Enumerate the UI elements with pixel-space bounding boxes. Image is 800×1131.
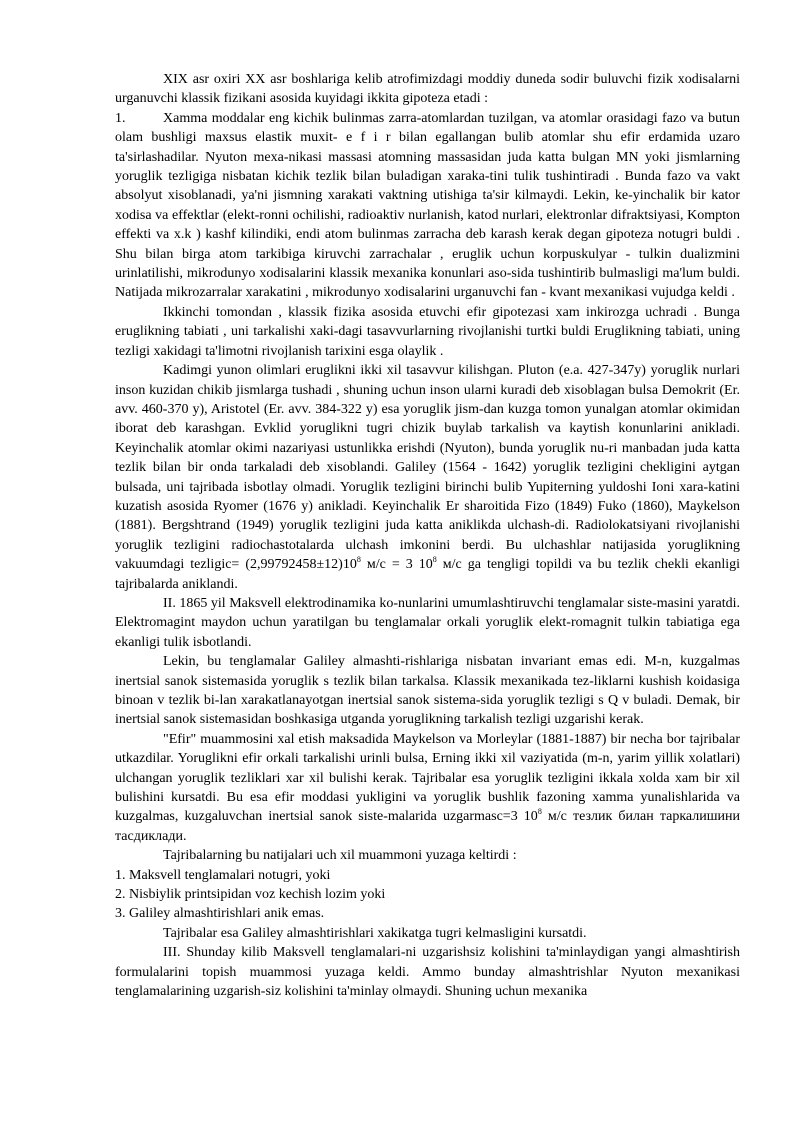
list-item: 3. Galiley almashtirishlari anik emas. (115, 906, 325, 922)
paragraph-problems: Tajribalarning bu natijalari uch xil muammoni yuzaga keltirdi : (163, 848, 517, 864)
paragraph-hypothesis-1 (115, 109, 740, 303)
paragraph-conclusion: Tajribalar esa Galiley almashtirishlari xakikatga tugri kelmasligini kursatdi. (163, 925, 587, 941)
superscript: 8 (432, 555, 437, 565)
paragraph-text: Kadimgi yunon olimlari eruglikni ikki xil tasavvur kilishgan. Pluton (e.a. 427-347y) yoruglik nurlari inson kuzidan chikib jismlarga tushadi , shuning uchun inson ularni kuradi deb xisoblagan bulsa Demokrit (Er. avv. 460-370 y), Aristotel (Er. avv. 384-322 y) esa yoruglik jism-dan kuzga tomon yunalgan atomlar okimidan iborat deb karashgan. Evklid yoruglikni tugri chizik buylab tarkalish va kaytish konunlarini anikladi. Keyinchalik atomlar okimi nazariyasi ustunlikka erishdi (Nyuton), bunda yoruglik nu-ri manbadan juda katta tezlik bilan bir onda tarkaladi deb xisoblandi. Galiley (1564 - 1642) yoruglik tezligini chekligini aytgan bulsada, uni tajribada isbotlay olmadi. Yoruglik tezligini birinchi bulib Yupiterning yuldoshi Ioni xara-katini kuzatish asosida Ryomer (1676 y) anikladi. Keyinchalik Er sharoitida Fizo (1849) Fuko (1860), Maykelson (1881). Bergshtrand (1949) yoruglik tezligini juda katta aniklikda ulchash-di. Radiolokatsiyani rivojlanishi yoruglik tezligini radiochastotalarda ulchash imkonini berdi. Bu ulchashlar natijasida yoruglikning vakuumdagi tezligic= (2,99792458±12)10 (115, 363, 740, 573)
list-item: 1. Maksvell tenglamalari notugri, yoki (115, 867, 331, 883)
superscript: 8 (356, 555, 361, 565)
paragraph-text: Xamma moddalar eng kichik bulinmas zarra-atomlardan tuzilgan, va atomlar orasidagi fazo va butun olam bushligi maxsus elastik muxit- e f i r bilan egallangan bulib atomlar shu efir erdamida uzaro ta'sirlashadilar. Nyuton mexa-nikasi massasi atomning massasidan juda katta bulgan MN yoki jismlarning yoruglik tezligiga nisbatan kichik tezlik bilan buladigan xaraka-tini tulik tushintiradi . Bunda fazo va vakt absolyut xisoblanadi, ya'ni jismning xarakati vaktning utishiga ta'sir kilmaydi. Lekin, ke-yinchalik bir kator xodisa va effektlar (elekt-ronni ochilishi, radioaktiv nurlanish, katod nurlari, elektronlar difraktsiyasi, Kompton effekti va x.k ) kashf kilindiki, endi atom bulinmas zarracha deb karash kerak degan gipoteza notugri buldi . Shu bilan birga atom tarkibiga kiruvchi zarrachalar , eruglik uchun korpuskulyar - tulkin dualizmini urinlatilishi, mikrodunyo xodisalarini klassik mexanika konunlari aso-sida tushintirib bulmasligi ma'lum buldi. Natijada mikrozarralar xarakatini , mikrodunyo xodisalarini urganuvchi fan - kvant mexanikasi vujudga keldi . (115, 110, 740, 301)
paragraph-text: "Efir" muammosini xal etish maksadida Maykelson va Morleylar (1881-1887) bir necha bor tajribalar utkazdilar. Yoruglikni efir orkali tarkalishi urinli bulsa, Erning ikki xil vaziyatida (m-n, yarim yillik xolatlari) ulchangan yoruglik tezliklari xar xil bulishi kerak. Tajribalar esa yoruglik tezligini ikkala xolda xam bir xil bulishini kursatdi. Bu esa efir moddasi yukligini va yoruglik bushlik fazoning xamma yunalishlarida va kuzgalmas, kuzgaluvchan inertsial sanok siste-malarida uzgarmasc=3 10 (115, 731, 740, 825)
paragraph-maxwell: II. 1865 yil Maksvell elektrodinamika ko-nunlarini umumlashtiruvchi tenglamalar siste-masini yaratdi. Elektromagint maydon uchun yaratilgan bu tenglamalar orkali yoruglik elekt-romagnit tulkin tabiatiga ega ekanligi tulik isbotlandi. (115, 595, 740, 650)
list-number: 1. (115, 110, 126, 126)
paragraph-text: м/с ga tengligi topildi va bu tezlik chekli ekanligi tajribalarda anikl (115, 557, 741, 592)
paragraph-ether-experiment (115, 730, 740, 846)
paragraph-history-light (115, 361, 740, 594)
paragraph-text: andi. (210, 576, 238, 592)
paragraph-galilean: Lekin, bu tenglamalar Galiley almashti-rishlariga nisbatan invariant emas edi. M-n, kuzgalmas inertsial sanok sistemasida yoruglik s tezlik bilan tarkalsa. Klassik mexanikada tez-liklarni kushish koidasiga binoan v tezlik bi-lan xarakatlanayotgan inertsial sanok sistema-sida yoruglik tezligi s Q v buladi. Demak, bir inertsial sanok sistemasidan boshkasiga utganda yoruglikning tarkalish tezligi uzgarishi kerak. (115, 654, 740, 728)
superscript: 8 (537, 807, 542, 817)
list-item: 2. Nisbiylik printsipidan voz kechish lozim yoki (115, 887, 386, 903)
paragraph-text: м/с тезлик билан таркалишини тасдиклади. (115, 809, 740, 844)
paragraph-part-three: III. Shunday kilib Maksvell tenglamalari-ni uzgarishsiz kolishini ta'minlaydigan yangi almashtirish formulalarini topish muammosi yuzaga keldi. Ammo bunday almashtrishlar Nyuton mexanikasi tenglamalarining uzgarish-siz kolishini ta'minlay olmaydi. Shuning uchun mexanika (115, 945, 740, 1000)
paragraph-intro: XIX asr oxiri XX asr boshlariga kelib atrofimizdagi moddiy duneda sodir buluvchi fizik xodisalarni urganuvchi klassik fizikani asosida kuyidagi ikkita gipoteza etadi : (115, 72, 740, 107)
paragraph-text: м/с = 3 10 (360, 557, 433, 573)
paragraph-second-hypothesis: Ikkinchi tomondan , klassik fizika asosida etuvchi efir gipotezasi xam inkirozga uchradi . Bunga eruglikning tabiati , uni tarkalishi xaki-dagi tasavvurlarning rivojlanishi turtki buldi Eruglikning tabiati, uning tezligi xakidagi ta'limotni rivojlanish tarixini esga olaylik . (115, 304, 740, 359)
